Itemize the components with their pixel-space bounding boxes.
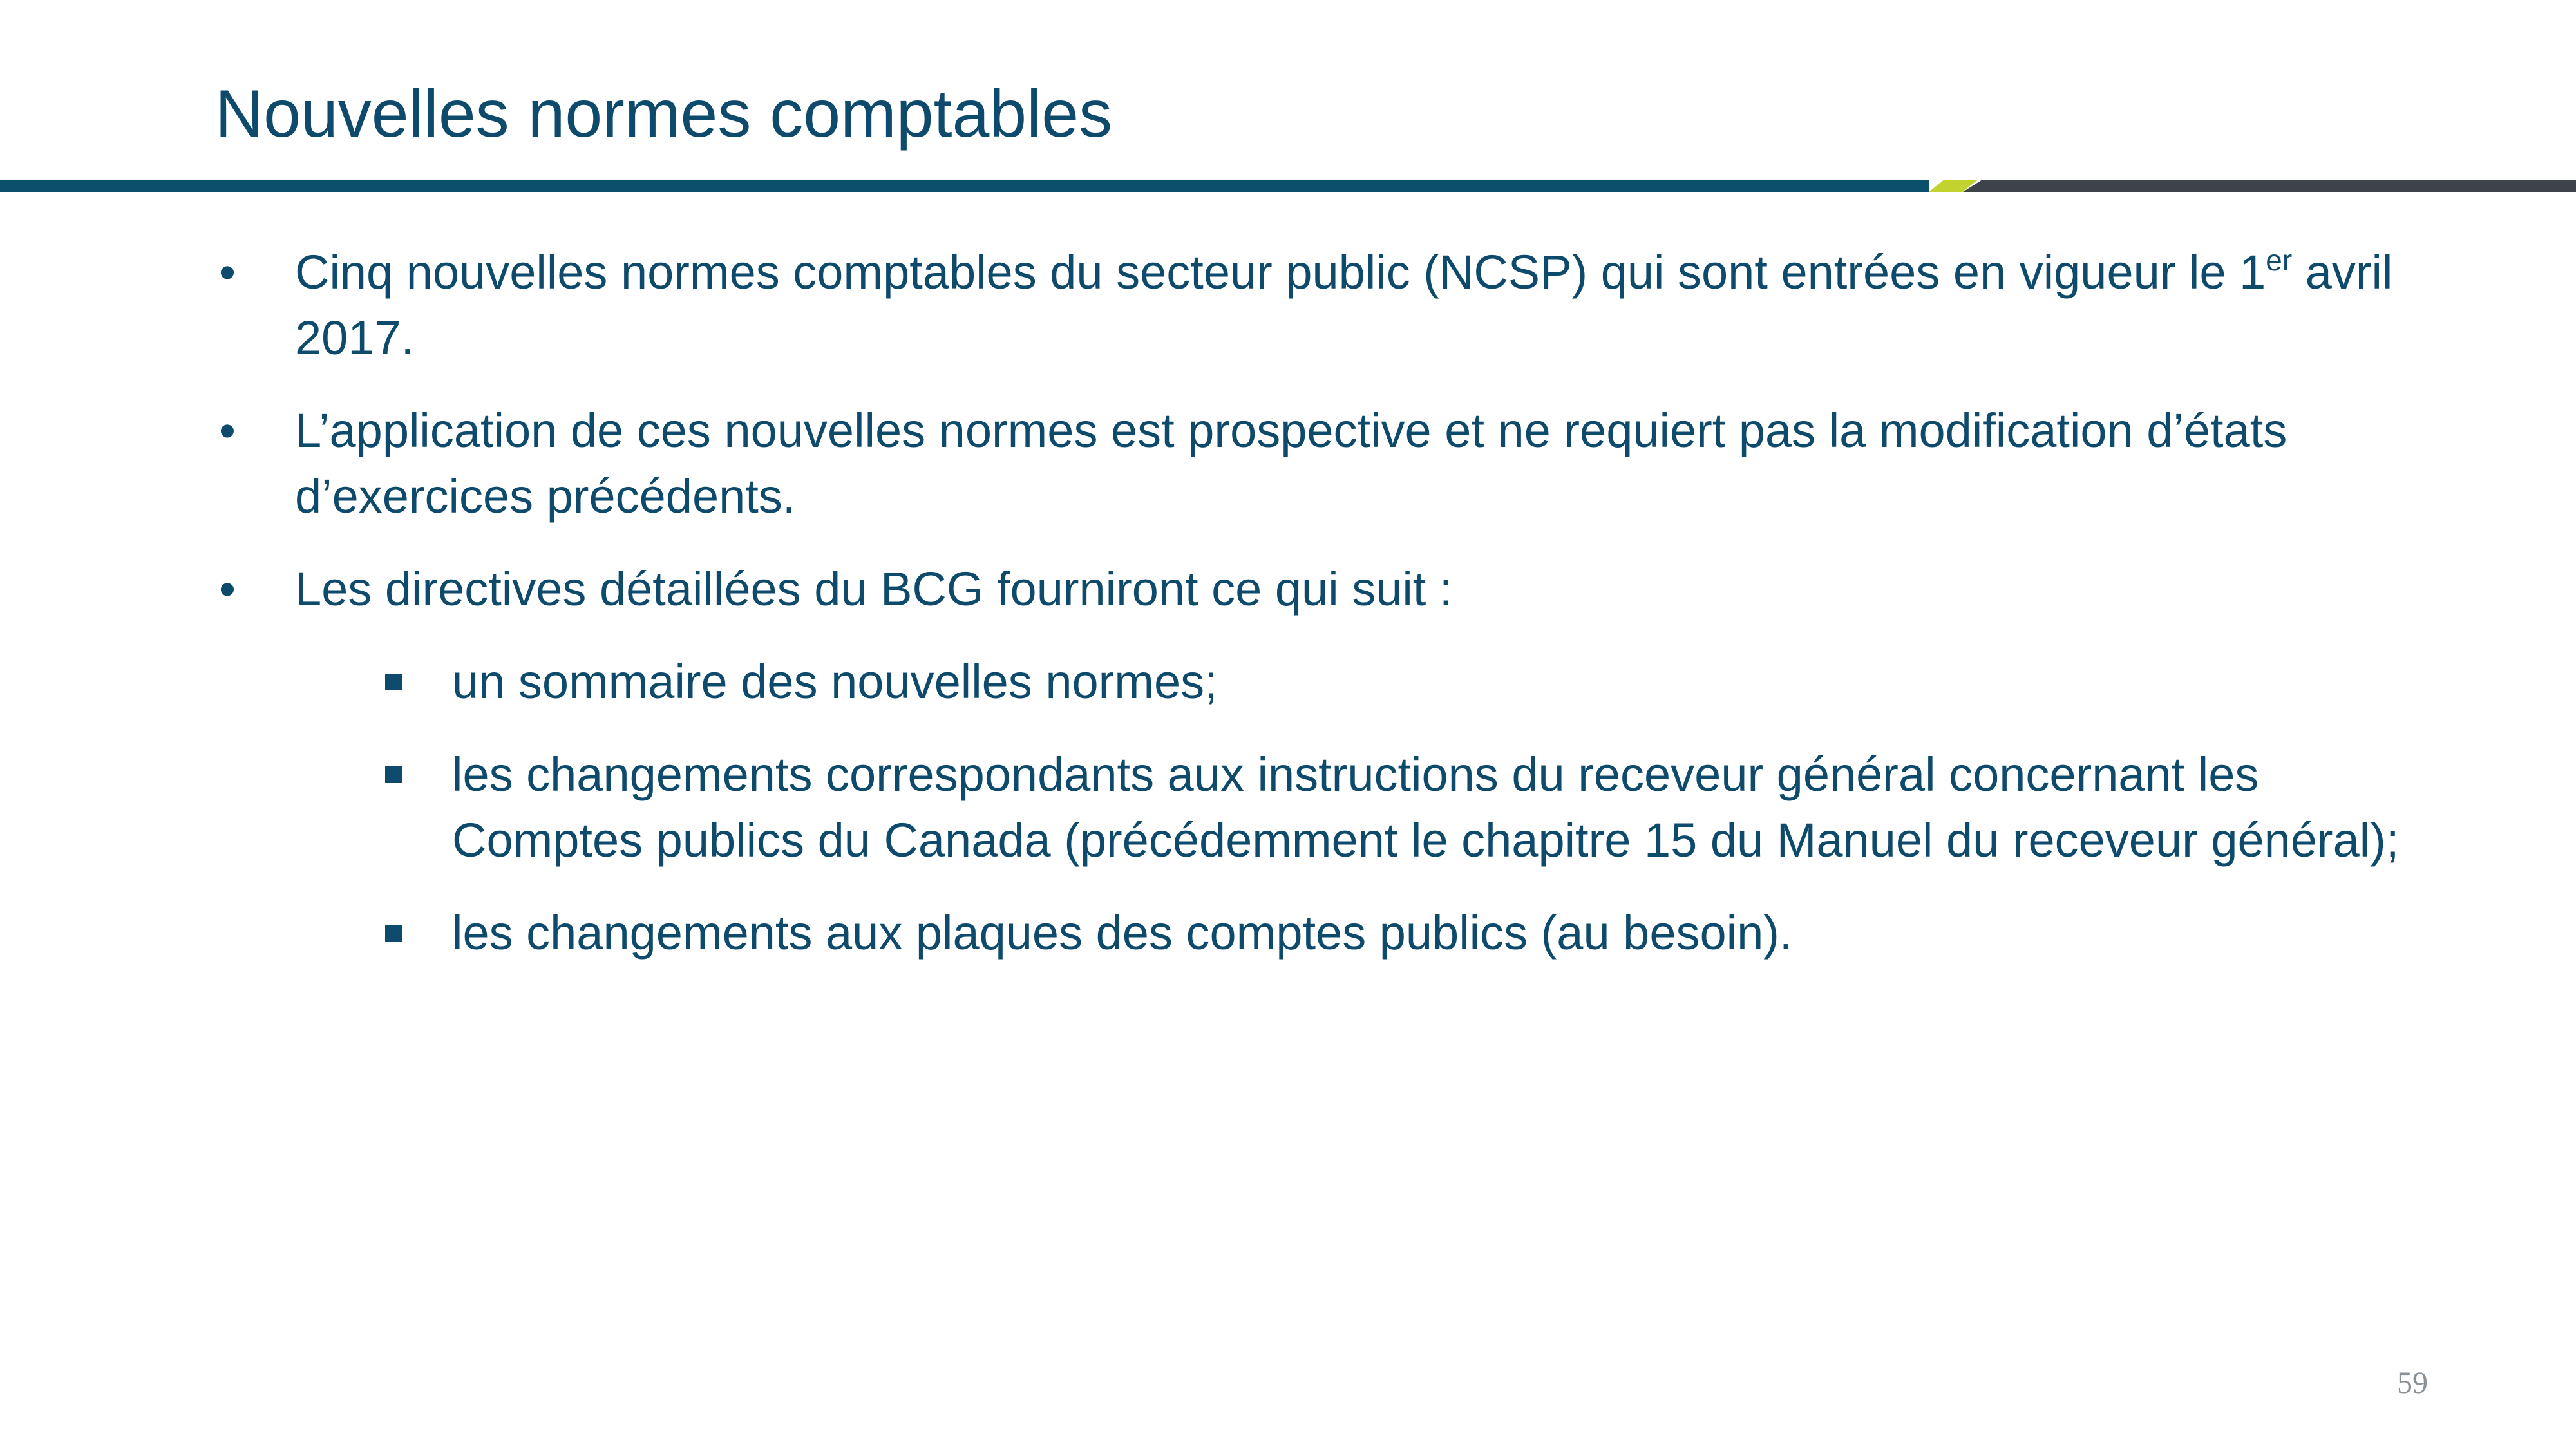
slide-body [219, 240, 2421, 993]
bullet-marker: • [219, 404, 236, 457]
bullet-text-1b: avril 2017. [295, 245, 2393, 365]
bullet-text-1a: Cinq nouvelles normes comptables du secteur public (NCSP) qui sont entrées en vigueur le 1 [295, 245, 2266, 299]
square-bullet-icon [385, 674, 402, 690]
header-rule-blue-segment [0, 180, 1929, 192]
ordinal-superscript: er [2266, 243, 2293, 277]
square-bullet-icon [385, 925, 402, 942]
header-rule [0, 180, 2576, 192]
sub-bullet-item-1 [219, 649, 2421, 715]
sub-bullet-text-3: les changements aux plaques des comptes publics (au besoin). [452, 906, 1793, 960]
slide-title: Nouvelles normes comptables [215, 77, 1113, 151]
bullet-item-1 [219, 240, 2421, 371]
sub-bullet-item-3 [219, 900, 2421, 966]
square-bullet-icon [385, 766, 402, 783]
bullet-marker: • [219, 245, 236, 299]
header-rule-dark-segment [1963, 180, 2576, 192]
bullet-item-2 [219, 398, 2421, 529]
page-number: 59 [2397, 1366, 2428, 1400]
bullet-item-3 [219, 556, 2421, 622]
sub-bullet-text-1: un sommaire des nouvelles normes; [452, 655, 1218, 708]
bullet-text-2: L’application de ces nouvelles normes est prospective et ne requiert pas la modification d’états d’exercices précédents. [295, 404, 2287, 523]
sub-bullet-item-2 [219, 742, 2421, 873]
bullet-text-3: Les directives détaillées du BCG fourniront ce qui suit : [295, 562, 1453, 616]
bullet-marker: • [219, 562, 236, 616]
sub-bullet-text-2: les changements correspondants aux instructions du receveur général concernant les Comptes publics du Canada (précédemment le chapitre 15 du Manuel du receveur général); [452, 748, 2400, 867]
